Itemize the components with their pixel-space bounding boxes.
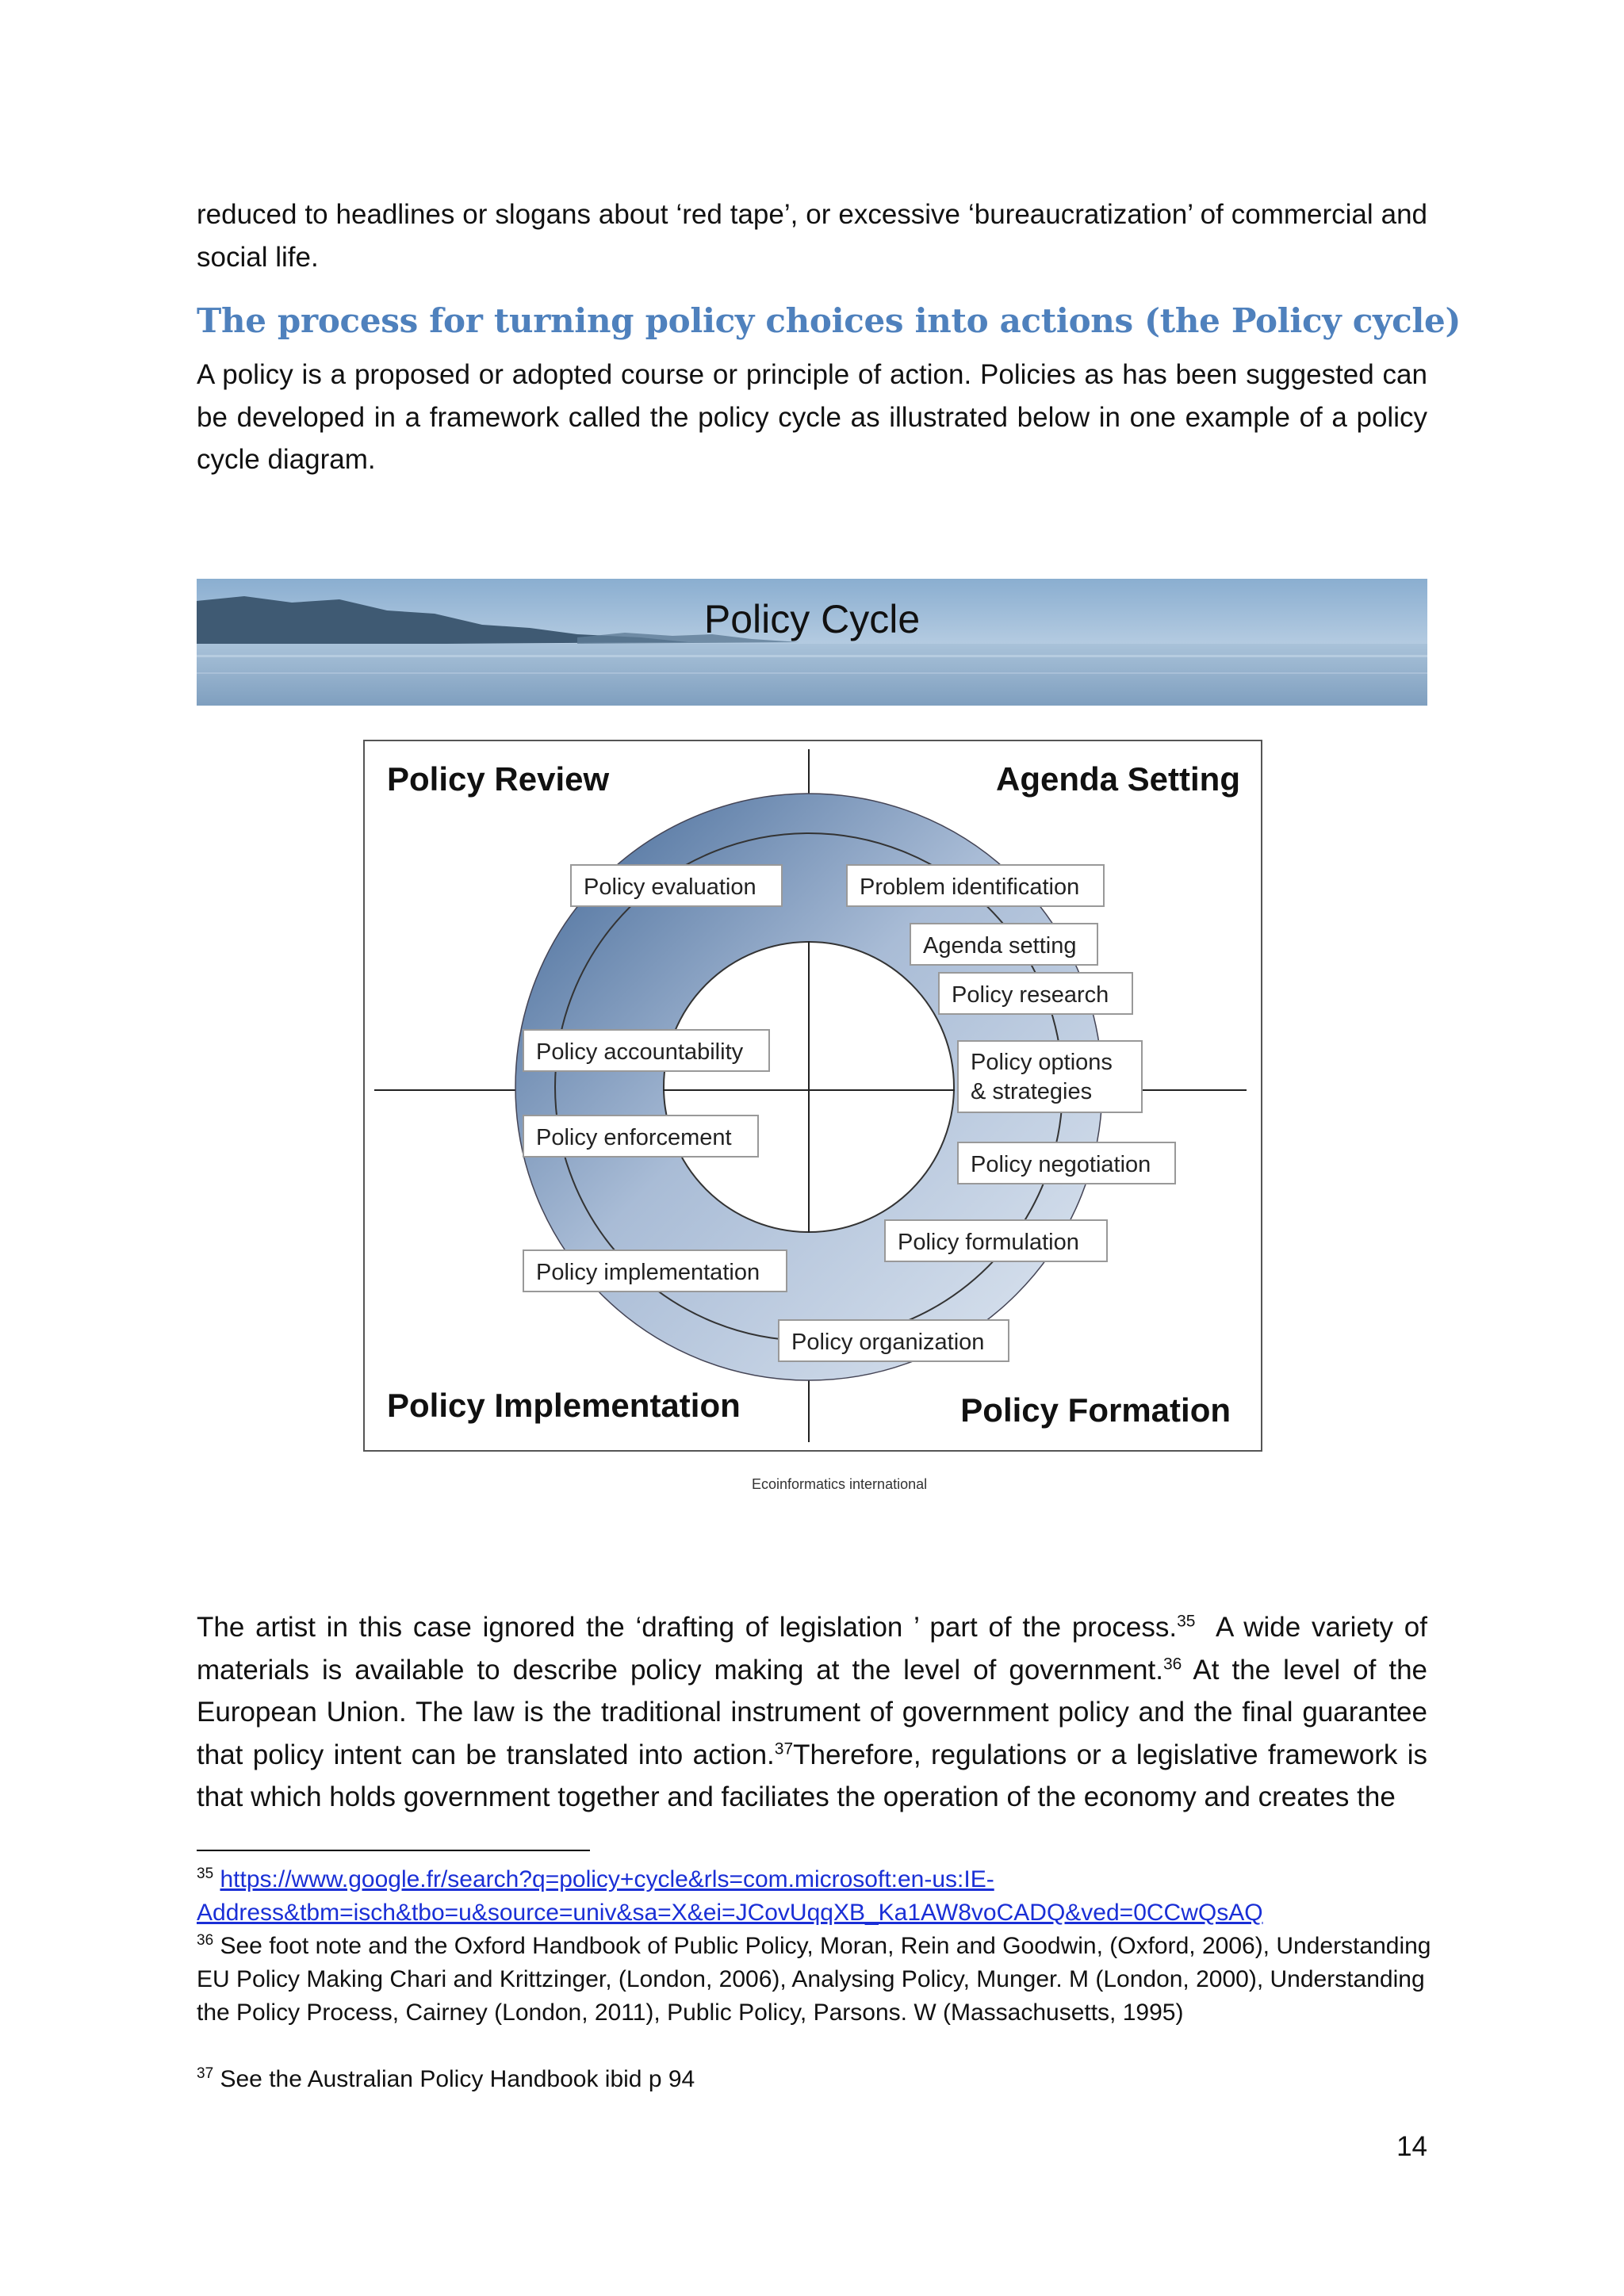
body-paragraph bbox=[197, 1606, 1427, 1819]
quadrant-policy-review: Policy Review bbox=[387, 760, 610, 798]
stage-agenda-setting: Agenda setting bbox=[923, 933, 1077, 959]
footnote-ref-35[interactable]: 35 bbox=[1177, 1612, 1196, 1631]
footnote-ref-36[interactable]: 36 bbox=[1162, 1654, 1182, 1673]
policy-cycle-banner bbox=[197, 579, 1427, 706]
stage-policy-accountability: Policy accountability bbox=[536, 1039, 744, 1065]
footnote-37-number: 37 bbox=[197, 2065, 214, 2082]
body-text-part2: A wide variety of materials is available to describe policy making at the level of government. bbox=[197, 1612, 1427, 1686]
stage-problem-identification: Problem identification bbox=[860, 874, 1080, 900]
footnote-ref-37[interactable]: 37 bbox=[774, 1739, 794, 1758]
footnote-35-link-line1[interactable]: https://www.google.fr/search?q=policy+cycle&rls=com.microsoft:en-us:IE- bbox=[220, 1866, 994, 1892]
stage-policy-research: Policy research bbox=[952, 982, 1109, 1008]
stage-policy-strategies: & strategies bbox=[971, 1079, 1093, 1104]
quadrant-agenda-setting: Agenda Setting bbox=[995, 760, 1240, 798]
footnote-35-number: 35 bbox=[197, 1866, 214, 1882]
body-text-part3: At the level of the European Union. The law is the traditional instrument of government policy and the final guarantee that policy intent can be translated into action. bbox=[197, 1654, 1427, 1770]
footnote-35 bbox=[197, 1863, 1434, 1930]
footnote-37 bbox=[197, 2063, 1434, 2096]
stage-policy-implementation: Policy implementation bbox=[536, 1260, 760, 1285]
footnote-separator bbox=[197, 1850, 590, 1851]
stage-policy-enforcement: Policy enforcement bbox=[536, 1125, 732, 1150]
footnote-36-number: 36 bbox=[197, 1932, 214, 1949]
body-text-part4: Therefore, regulations or a legislative framework is that which holds government together and faciliates the operation of the economy and creates the bbox=[197, 1739, 1428, 1812]
stage-policy-evaluation: Policy evaluation bbox=[584, 874, 756, 900]
figure-credit: Ecoinformatics international bbox=[752, 1476, 928, 1492]
footnote-37-text: See the Australian Policy Handbook ibid p 94 bbox=[220, 2066, 695, 2092]
footnote-36-text: See foot note and the Oxford Handbook of Public Policy, Moran, Rein and Goodwin, (Oxford, 2006), Understanding EU Policy Making Chari and Krittzinger, (London, 2006), Analysing Policy, Munger. M (London, 2000), Understanding the Policy Process, Cairney (London, 2011), Public Policy, Parsons. W (Massachusetts, 1995) bbox=[197, 1933, 1431, 2026]
footnote-35-link-line2[interactable]: Address&tbm=isch&tbo=u&source=univ&sa=X&ei=JCovUqqXB_Ka1AW8voCADQ&ved=0CCwQsAQ bbox=[197, 1900, 1263, 1926]
stage-policy-negotiation: Policy negotiation bbox=[971, 1152, 1151, 1177]
footnote-36 bbox=[197, 1930, 1434, 2030]
section-heading: The process for turning policy choices into actions (the Policy cycle) bbox=[197, 301, 1461, 340]
quadrant-policy-implementation: Policy Implementation bbox=[387, 1387, 741, 1424]
page-number: 14 bbox=[1396, 2131, 1427, 2162]
section-paragraph: A policy is a proposed or adopted course or principle of action. Policies as has been suggested can be developed in a framework called the policy cycle as illustrated below in one example of a policy cycle diagram. bbox=[197, 359, 1427, 475]
body-text-part1: The artist in this case ignored the ‘drafting of legislation ’ part of the process. bbox=[197, 1612, 1178, 1643]
banner-title: Policy Cycle bbox=[703, 597, 921, 641]
stage-policy-organization: Policy organization bbox=[791, 1330, 985, 1355]
policy-cycle-diagram bbox=[363, 740, 1262, 1452]
stage-policy-formulation: Policy formulation bbox=[898, 1230, 1079, 1255]
policy-cycle-svg bbox=[365, 741, 1261, 1450]
quadrant-policy-formation: Policy Formation bbox=[960, 1391, 1231, 1429]
intro-paragraph: reduced to headlines or slogans about ‘red tape’, or excessive ‘bureaucratization’ of commercial and social life. bbox=[197, 199, 1427, 273]
stage-policy-options: Policy options bbox=[971, 1050, 1113, 1075]
